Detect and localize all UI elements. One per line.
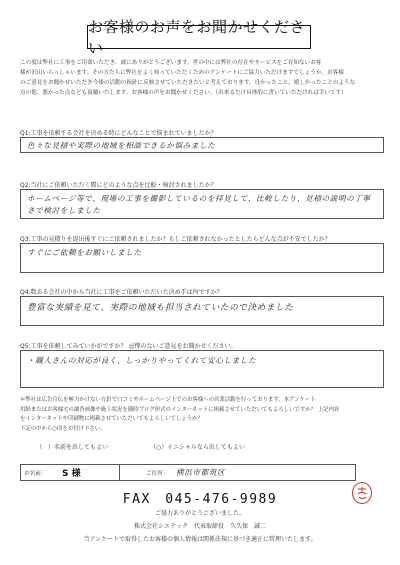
answer-2-box[interactable] <box>20 189 384 219</box>
question-2-label: Q2:当社にご依頼いただく際にどのような点を比較・検討されましたか？ <box>20 182 217 189</box>
page-title-text: お客様のお声をお聞かせください <box>88 18 306 57</box>
info-divider <box>119 465 120 480</box>
privacy-notice: 当アンケートで取得したお客様の個人情報は関係法規に基づき適正に管理いたします。 <box>83 536 317 543</box>
answer-1-box[interactable] <box>20 137 384 153</box>
name-label: お名前： <box>24 471 47 477</box>
intro-text <box>20 58 384 98</box>
fax-number: FAX 045-476-9989 <box>122 492 278 507</box>
question-3-label: Q3:工事の見積りを提出後すぐにご依頼されましたか？もしご依頼されなかったとしたらどんな点が不安でしたか？ <box>20 236 331 243</box>
address-label: ご住所： <box>146 471 169 477</box>
page-title <box>87 18 311 57</box>
intro-line: この度は弊社に工事をご用命いただき、誠にありがとうございます。世の中には弊社の存在やサービスをご存知ないお客 <box>20 60 322 66</box>
note-line: ＊弊社は広告宣伝を極力かけない方針で口コミやホームページ上でのお客様への営業活動を行っております。本アンケート <box>20 397 316 403</box>
intro-line: 点の他、悪かった点なども頂戴いたします。お客様の声をお聞かせください。（出来るだけ具体的に書いていただければ幸いです） <box>20 90 347 96</box>
answer-3-text: すぐにご依頼をお願いしました <box>27 248 142 257</box>
question-5-label: Q5:工事を依頼してみていかがですか？ 忌憚のないご意見をお聞かせください。 <box>20 343 237 350</box>
company-name: 株式会社シエテック 代表取締役 久久保 誠二 <box>133 523 266 530</box>
thanks-text: ご協力ありがとうございました。 <box>154 510 245 517</box>
option-initial-ok[interactable]: （○）イニシャルなら出してもよい <box>150 444 245 451</box>
answer-5-box[interactable] <box>20 350 384 388</box>
note-line: をインターネットや印刷物に掲載させていただいてもよろしいでしょうか？ <box>20 416 203 422</box>
intro-line: のご意見をお聞かせいただき今後の活動の指針に反映させていただきたいと考えております。良かったこと、嬉しかったことのような <box>20 80 356 86</box>
question-1-label: Q1:工事を依頼する会社を決める時にどんなことで悩まれていましたか？ <box>20 130 217 137</box>
publication-notes <box>20 396 386 434</box>
name-value[interactable]: S 様 <box>62 469 81 479</box>
answer-5-text: ・職人さんの対応が良く、しっかりやってくれて安心しました <box>27 356 257 365</box>
answer-2-text: ホームページ等で、現場の工事を撮影しているのを拝見して、比較したり、見積の説明の丁寧さで検討をしました <box>27 194 371 215</box>
answer-1-text: 色々な見積や実際の地域を相談できるか悩みました <box>27 140 216 150</box>
answer-3-box[interactable] <box>20 243 384 273</box>
option-name-ok[interactable]: （ ）名前を出してもよい <box>36 444 109 451</box>
note-line: 下記の中から○印をお付け下さい。 <box>20 425 106 432</box>
answer-4-box[interactable] <box>20 296 384 326</box>
question-4-label: Q4:数ある会社の中から当社に工事をご依頼いただいた決め手は何ですか？ <box>20 289 223 296</box>
intro-line: 様が沢山いらっしゃいます。その方たちに弊社をよく知っていただくためのアンケートにご協力いただけますでしょうか。お客様 <box>20 70 344 76</box>
address-value[interactable]: 横浜市都筑区 <box>176 468 226 477</box>
note-line: 用紙またはお客様宅の調査画像や施工状況を随時ブログ形式のインターネットに掲載させていただいてもよろしいですか？ 上記内容 <box>20 406 340 413</box>
answer-4-text: 豊富な実績を見て、実際の地域も担当されていたので決めました <box>27 303 294 313</box>
